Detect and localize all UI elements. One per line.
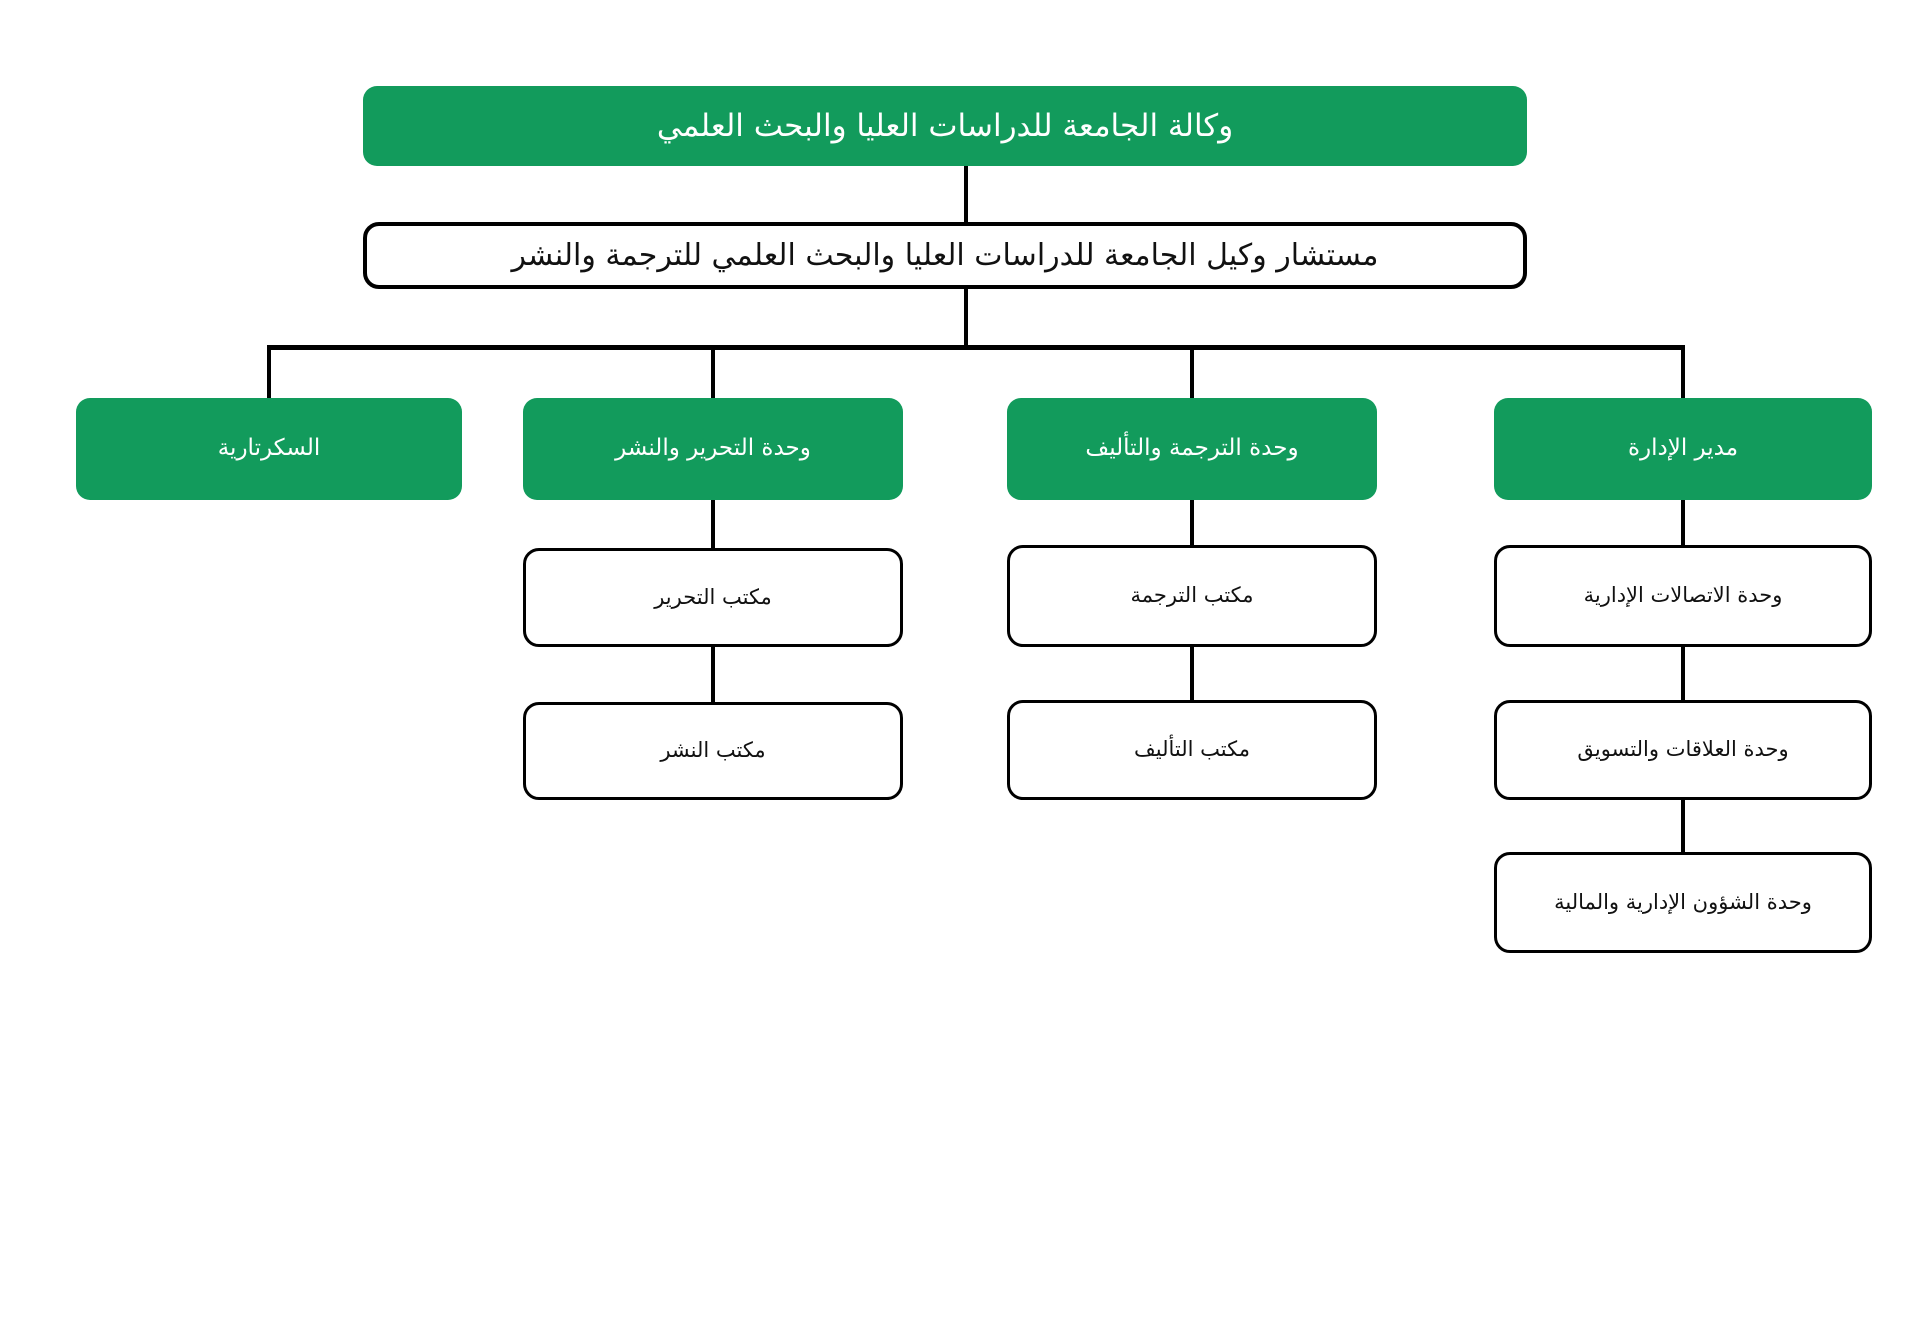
node-editing-office: مكتب التحرير — [523, 548, 903, 647]
connector-director-communications-unit — [1681, 500, 1685, 545]
connector-translation-authoring-office — [1190, 647, 1194, 700]
connector-relations-financial-affairs-unit — [1681, 800, 1685, 852]
connector-unit-editing-office — [711, 500, 715, 548]
node-publishing-office: مكتب النشر — [523, 702, 903, 800]
node-authoring-office: مكتب التأليف — [1007, 700, 1377, 800]
node-advisor: مستشار وكيل الجامعة للدراسات العليا والبحث العلمي للترجمة والنشر — [363, 222, 1527, 289]
connector-editing-publishing-office — [711, 647, 715, 702]
connector-unit-translation-office — [1190, 500, 1194, 545]
connector-communications-relations-unit — [1681, 647, 1685, 700]
node-secretariat: السكرتارية — [76, 398, 462, 500]
connector-advisor-bar — [964, 289, 968, 347]
node-administration-director: مدير الإدارة — [1494, 398, 1872, 500]
node-relations-marketing-unit: وحدة العلاقات والتسويق — [1494, 700, 1872, 800]
connector-horizontal-bar — [267, 345, 1685, 350]
connector-drop-translation-authoring — [1190, 345, 1194, 398]
node-administrative-communications-unit: وحدة الاتصالات الإدارية — [1494, 545, 1872, 647]
connector-root-advisor — [964, 166, 968, 222]
connector-drop-administration-director — [1681, 345, 1685, 398]
node-translation-authoring-unit: وحدة الترجمة والتأليف — [1007, 398, 1377, 500]
node-administrative-financial-affairs-unit: وحدة الشؤون الإدارية والمالية — [1494, 852, 1872, 953]
node-editing-publishing-unit: وحدة التحرير والنشر — [523, 398, 903, 500]
connector-drop-secretariat — [267, 345, 271, 398]
node-translation-office: مكتب الترجمة — [1007, 545, 1377, 647]
connector-drop-editing-publishing — [711, 345, 715, 398]
node-university-vice-presidency: وكالة الجامعة للدراسات العليا والبحث العلمي — [363, 86, 1527, 166]
